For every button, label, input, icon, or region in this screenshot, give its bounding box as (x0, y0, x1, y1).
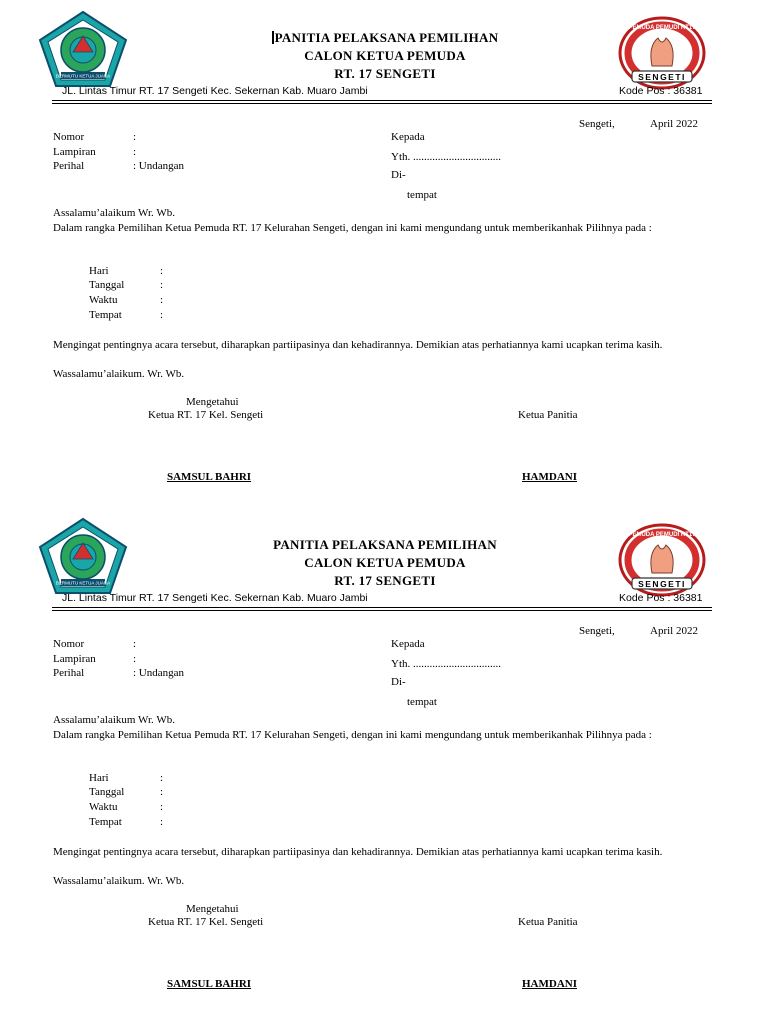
recipient-kepada: Kepada (391, 638, 425, 650)
header-divider (52, 100, 712, 101)
rt-head-title: Ketua RT. 17 Kel. Sengeti (148, 916, 264, 928)
letter-date: April 2022 (650, 118, 698, 130)
perihal-label: Perihal (53, 160, 85, 172)
rt-head-name: SAMSUL BAHRI (167, 471, 252, 483)
greeting: Assalamu’alaikum Wr. Wb. (53, 714, 175, 726)
schedule-waktu-value: : (160, 294, 164, 306)
perihal-label: Perihal (53, 667, 85, 679)
recipient-di: Di- (391, 169, 406, 181)
schedule-waktu-label: Waktu (89, 801, 118, 813)
committee-subtitle: CALON KETUA PEMUDA (304, 555, 466, 570)
schedule-hari-label: Hari (89, 265, 109, 277)
schedule-tempat-label: Tempat (89, 816, 122, 828)
svg-text:SENGETI: SENGETI (638, 579, 686, 589)
address-line: JL. Lintas Timur RT. 17 Sengeti Kec. Sekernan Kab. Muaro Jambi (62, 85, 368, 97)
youth-badge-icon (618, 523, 706, 597)
letter-place: Sengeti, (579, 625, 615, 637)
committee-chair-name: HAMDANI (522, 471, 577, 483)
committee-chair-title: Ketua Panitia (518, 916, 578, 928)
nomor-label: Nomor (53, 638, 85, 650)
committee-title: PANITIA PELAKSANA PEMILIHAN (200, 30, 570, 46)
mengetahui-label: Mengetahui (186, 903, 239, 915)
invitation-letter (0, 0, 768, 506)
letter-date: April 2022 (650, 625, 698, 637)
mengetahui-label: Mengetahui (186, 396, 239, 408)
schedule-tanggal-label: Tanggal (89, 279, 125, 291)
nomor-value: : (133, 131, 137, 143)
recipient-yth: Yth. ................................ (391, 658, 501, 670)
postal-code: Kode Pos : 36381 (619, 592, 703, 604)
recipient-kepada: Kepada (391, 131, 425, 143)
recipient-yth: Yth. ................................ (391, 151, 501, 163)
rt-head-title: Ketua RT. 17 Kel. Sengeti (148, 409, 264, 421)
perihal-value: : Undangan (133, 667, 185, 679)
header-divider-secondary (52, 610, 712, 611)
svg-text:SENGETI: SENGETI (638, 72, 686, 82)
closing-salutation: Wassalamu’alaikum. Wr. Wb. (53, 875, 185, 887)
closing-paragraph: Mengingat pentingnya acara tersebut, diharapkan partiipasinya dan kehadirannya. Demikian atas perhatiannya kami ucapkan terima kasih. (53, 339, 663, 351)
nomor-value: : (133, 638, 137, 650)
lampiran-label: Lampiran (53, 653, 96, 665)
svg-text:PEMUDA PEMUDI RT17: PEMUDA PEMUDI RT17 (628, 532, 696, 538)
organization-emblem-icon (38, 517, 128, 595)
closing-salutation: Wassalamu’alaikum. Wr. Wb. (53, 368, 185, 380)
committee-unit: RT. 17 SENGETI (334, 573, 436, 588)
recipient-tempat: tempat (407, 189, 437, 201)
rt-head-name: SAMSUL BAHRI (167, 978, 252, 990)
header-divider-secondary (52, 103, 712, 104)
invitation-letter (0, 507, 768, 1013)
youth-badge-icon (618, 16, 706, 90)
schedule-hari-value: : (160, 772, 164, 784)
schedule-hari-label: Hari (89, 772, 109, 784)
opening-paragraph: Dalam rangka Pemilihan Ketua Pemuda RT. 17 Kelurahan Sengeti, dengan ini kami mengundang untuk memberikanhak Pilihnya pada : (53, 222, 652, 234)
schedule-tempat-value: : (160, 309, 164, 321)
perihal-value: : Undangan (133, 160, 185, 172)
lampiran-label: Lampiran (53, 146, 96, 158)
nomor-label: Nomor (53, 131, 85, 143)
schedule-waktu-label: Waktu (89, 294, 118, 306)
schedule-waktu-value: : (160, 801, 164, 813)
letter-place: Sengeti, (579, 118, 615, 130)
svg-text:BERMUTU KETUA JUARA: BERMUTU KETUA JUARA (55, 580, 111, 586)
lampiran-value: : (133, 146, 137, 158)
committee-unit: RT. 17 SENGETI (334, 66, 436, 81)
recipient-tempat: tempat (407, 696, 437, 708)
committee-subtitle: CALON KETUA PEMUDA (304, 48, 466, 63)
text-cursor (272, 31, 274, 44)
schedule-hari-value: : (160, 265, 164, 277)
committee-title: PANITIA PELAKSANA PEMILIHAN (273, 537, 497, 552)
committee-chair-name: HAMDANI (522, 978, 577, 990)
greeting: Assalamu’alaikum Wr. Wb. (53, 207, 175, 219)
schedule-tempat-label: Tempat (89, 309, 122, 321)
closing-paragraph: Mengingat pentingnya acara tersebut, diharapkan partiipasinya dan kehadirannya. Demikian atas perhatiannya kami ucapkan terima kasih. (53, 846, 663, 858)
svg-text:PEMUDA PEMUDI RT17: PEMUDA PEMUDI RT17 (628, 25, 696, 31)
committee-chair-title: Ketua Panitia (518, 409, 578, 421)
lampiran-value: : (133, 653, 137, 665)
header-divider (52, 607, 712, 608)
address-line: JL. Lintas Timur RT. 17 Sengeti Kec. Sekernan Kab. Muaro Jambi (62, 592, 368, 604)
schedule-tanggal-label: Tanggal (89, 786, 125, 798)
schedule-tanggal-value: : (160, 786, 164, 798)
opening-paragraph: Dalam rangka Pemilihan Ketua Pemuda RT. 17 Kelurahan Sengeti, dengan ini kami mengundang untuk memberikanhak Pilihnya pada : (53, 729, 652, 741)
recipient-di: Di- (391, 676, 406, 688)
postal-code: Kode Pos : 36381 (619, 85, 703, 97)
schedule-tanggal-value: : (160, 279, 164, 291)
schedule-tempat-value: : (160, 816, 164, 828)
organization-emblem-icon (38, 10, 128, 88)
svg-text:BERMUTU KETUA JUARA: BERMUTU KETUA JUARA (55, 73, 111, 79)
